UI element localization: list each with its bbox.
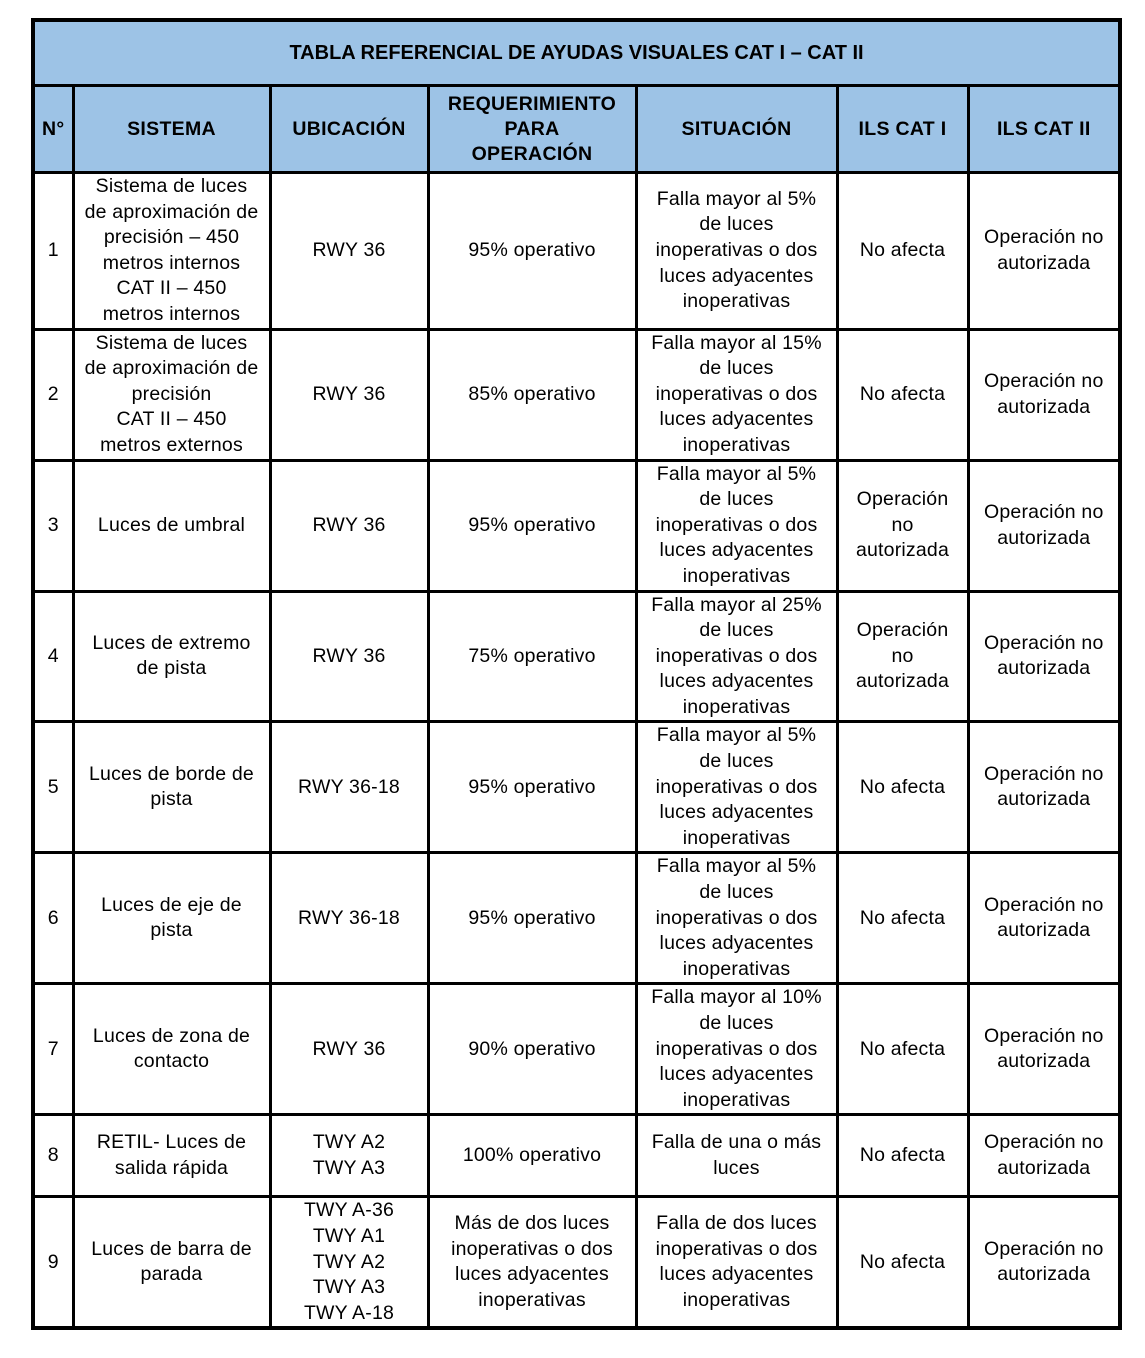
- cell-text-line: de luces: [699, 1012, 774, 1034]
- cell-situacion: [636, 1197, 837, 1328]
- cell-text-line: no: [891, 644, 914, 667]
- column-header-ubicacion: [270, 86, 428, 173]
- cell-requerimiento: [428, 591, 636, 722]
- cell-text-line: No afecta: [859, 775, 946, 798]
- cell-no: 9: [33, 1197, 73, 1328]
- cell-text-line: 75% operativo: [468, 644, 596, 667]
- cell-text-line: Falla mayor al 15%: [651, 331, 822, 354]
- column-header-text: ILS CAT I: [858, 117, 947, 140]
- cell-text-line: autorizada: [997, 788, 1091, 811]
- cell-text-line: TWY A3: [312, 1156, 386, 1179]
- cell-ils-cat2: [968, 984, 1120, 1115]
- column-header-sistema: [73, 86, 270, 173]
- cell-ils-cat2: [968, 853, 1120, 984]
- column-header-text: ILS CAT II: [996, 117, 1091, 140]
- cell-sistema: [73, 173, 270, 330]
- cell-ubicacion: [270, 853, 428, 984]
- cell-text-line: Operación no: [984, 1131, 1104, 1154]
- cell-text-line: Falla mayor al 5%: [656, 187, 817, 210]
- cell-text-line: Falla mayor al 25%: [651, 593, 822, 616]
- column-header-no: [33, 86, 73, 173]
- cell-text-line: inoperativas o dos: [655, 513, 818, 536]
- column-header-text: REQUERIMIENTO: [447, 92, 617, 115]
- cell-requerimiento: [428, 173, 636, 330]
- cell-ils-cat2: [968, 591, 1120, 722]
- cell-text-line: TWY A1: [312, 1224, 386, 1247]
- cell-text-line: inoperativas: [682, 826, 791, 849]
- cell-text-line: Operación: [856, 488, 949, 511]
- cell-sistema: [73, 591, 270, 722]
- table-row: [33, 173, 1120, 330]
- cell-text-line: contacto: [133, 1050, 210, 1073]
- cell-text-line: Operación no: [984, 631, 1104, 654]
- cell-text-line: Operación no: [984, 226, 1104, 249]
- cell-text-line: de luces: [699, 357, 774, 380]
- cell-text-line: Sistema de luces: [95, 175, 248, 197]
- cell-text-line: Operación no: [984, 1237, 1104, 1260]
- cell-sistema: [73, 853, 270, 984]
- column-header-text: N°: [42, 117, 65, 140]
- cell-sistema: [73, 329, 270, 460]
- cell-text-line: de luces: [699, 881, 774, 904]
- cell-text-line: inoperativas o dos: [451, 1237, 613, 1260]
- cell-text-line: luces adyacentes: [659, 670, 814, 693]
- cell-text-line: inoperativas o dos: [655, 382, 818, 405]
- column-header-ils-cat2: [968, 86, 1120, 173]
- cell-ubicacion: [270, 329, 428, 460]
- cell-text-line: TWY A3: [312, 1276, 386, 1299]
- cell-requerimiento: [428, 1115, 636, 1197]
- cell-text-line: Operación no: [984, 1024, 1104, 1047]
- cell-no: 6: [33, 853, 73, 984]
- cell-no: 7: [33, 984, 73, 1115]
- cell-requerimiento: [428, 722, 636, 853]
- cell-text-line: 95% operativo: [468, 238, 596, 261]
- cell-requerimiento: [428, 1197, 636, 1328]
- cell-no: 1: [33, 173, 73, 330]
- cell-ils-cat2: [968, 460, 1120, 591]
- cell-text-line: Sistema de luces: [95, 331, 248, 354]
- cell-text-line: luces adyacentes: [659, 408, 814, 431]
- cell-text-line: 90% operativo: [468, 1037, 596, 1060]
- cell-text-line: inoperativas: [478, 1288, 586, 1311]
- cell-no: 3: [33, 460, 73, 591]
- cell-text-line: de luces: [699, 750, 774, 773]
- cell-ils-cat1: [837, 591, 968, 722]
- cell-text-line: pista: [150, 788, 193, 811]
- cell-situacion: [636, 460, 837, 591]
- cell-text-line: Falla de dos luces: [656, 1212, 817, 1235]
- cell-text-line: inoperativas: [682, 433, 791, 456]
- cell-text-line: No afecta: [859, 906, 946, 929]
- cell-text-line: No afecta: [859, 1037, 946, 1060]
- cell-text-line: Falla mayor al 5%: [656, 724, 817, 747]
- cell-text-line: autorizada: [997, 251, 1091, 274]
- cell-text-line: metros externos: [100, 433, 243, 456]
- cell-text-line: Falla mayor al 5%: [656, 855, 817, 878]
- cell-text-line: RWY 36-18: [298, 906, 400, 929]
- cell-ils-cat1: [837, 460, 968, 591]
- cell-ubicacion: [270, 1115, 428, 1197]
- column-header-situacion: [636, 86, 837, 173]
- cell-ubicacion: [270, 460, 428, 591]
- cell-text-line: RWY 36: [312, 644, 386, 667]
- cell-text-line: 95% operativo: [468, 775, 596, 798]
- cell-text-line: TWY A-18: [303, 1301, 395, 1324]
- visual-aids-reference-table: [31, 18, 1122, 1330]
- cell-text-line: RETIL- Luces de: [96, 1131, 247, 1154]
- cell-text-line: inoperativas: [682, 290, 791, 313]
- cell-text-line: pista: [150, 919, 193, 942]
- cell-ils-cat1: [837, 853, 968, 984]
- column-header-text: UBICACIÓN: [292, 117, 406, 140]
- table-row: [33, 1115, 1120, 1197]
- cell-text-line: de luces: [699, 488, 774, 511]
- cell-sistema: [73, 984, 270, 1115]
- cell-text-line: luces adyacentes: [659, 932, 814, 955]
- cell-text-line: salida rápida: [114, 1156, 229, 1179]
- cell-ils-cat1: [837, 1197, 968, 1328]
- table-row: [33, 460, 1120, 591]
- cell-no: 4: [33, 591, 73, 722]
- cell-text-line: de pista: [136, 657, 207, 680]
- cell-text-line: de luces: [699, 619, 774, 642]
- cell-sistema: [73, 722, 270, 853]
- cell-no: 2: [33, 329, 73, 460]
- cell-sistema: [73, 1197, 270, 1328]
- cell-text-line: autorizada: [855, 539, 950, 562]
- cell-text-line: 95% operativo: [468, 513, 596, 536]
- cell-text-line: luces adyacentes: [659, 1063, 814, 1086]
- cell-text-line: metros internos: [102, 302, 241, 325]
- cell-requerimiento: [428, 853, 636, 984]
- table-row: [33, 984, 1120, 1115]
- cell-ubicacion: [270, 173, 428, 330]
- cell-text-line: inoperativas o dos: [655, 644, 818, 667]
- cell-text-line: luces adyacentes: [659, 264, 814, 287]
- cell-text-line: inoperativas: [682, 1288, 791, 1311]
- cell-text-line: CAT II – 450: [116, 277, 227, 300]
- cell-text-line: Luces de umbral: [97, 513, 246, 536]
- cell-text-line: Más de dos luces: [454, 1212, 610, 1235]
- cell-requerimiento: [428, 984, 636, 1115]
- cell-situacion: [636, 722, 837, 853]
- cell-situacion: [636, 591, 837, 722]
- cell-text-line: 100% operativo: [462, 1144, 602, 1167]
- cell-ils-cat1: [837, 984, 968, 1115]
- cell-text-line: No afecta: [859, 382, 946, 405]
- column-header-text: SISTEMA: [127, 117, 216, 140]
- cell-no: 5: [33, 722, 73, 853]
- column-header-text: OPERACIÓN: [471, 142, 593, 165]
- cell-ils-cat2: [968, 329, 1120, 460]
- cell-text-line: inoperativas: [682, 1088, 791, 1111]
- cell-text-line: inoperativas o dos: [655, 775, 818, 798]
- table-row: [33, 329, 1120, 460]
- cell-text-line: RWY 36: [312, 1037, 386, 1060]
- cell-text-line: Falla mayor al 10%: [651, 986, 822, 1009]
- table-title: TABLA REFERENCIAL DE AYUDAS VISUALES CAT I – CAT II: [33, 20, 1120, 86]
- cell-text-line: Operación no: [984, 762, 1104, 785]
- cell-no: 8: [33, 1115, 73, 1197]
- cell-text-line: RWY 36-18: [298, 775, 400, 798]
- cell-text-line: Luces de zona de: [92, 1024, 251, 1047]
- cell-text-line: Operación no: [984, 893, 1104, 916]
- cell-text-line: inoperativas o dos: [655, 1237, 818, 1260]
- cell-situacion: [636, 984, 837, 1115]
- cell-text-line: autorizada: [997, 657, 1091, 680]
- cell-text-line: autorizada: [997, 526, 1091, 549]
- cell-text-line: inoperativas: [682, 564, 791, 587]
- cell-text-line: Luces de extremo: [92, 631, 251, 654]
- cell-text-line: 85% operativo: [468, 382, 596, 405]
- cell-situacion: [636, 173, 837, 330]
- cell-text-line: autorizada: [997, 1263, 1091, 1286]
- cell-ils-cat1: [837, 329, 968, 460]
- cell-text-line: Luces de eje de: [101, 893, 242, 916]
- cell-text-line: autorizada: [997, 395, 1091, 418]
- cell-text-line: inoperativas o dos: [655, 238, 818, 261]
- column-header-ils-cat1: [837, 86, 968, 173]
- table-row: [33, 1197, 1120, 1328]
- cell-text-line: Luces de barra de: [91, 1237, 252, 1260]
- cell-ubicacion: [270, 591, 428, 722]
- table-row: [33, 853, 1120, 984]
- cell-ils-cat1: [837, 1115, 968, 1197]
- cell-text-line: de luces: [699, 213, 774, 236]
- cell-sistema: [73, 1115, 270, 1197]
- cell-ils-cat1: [837, 722, 968, 853]
- cell-text-line: de aproximación de: [84, 200, 259, 223]
- cell-text-line: no: [891, 513, 914, 536]
- table-row: [33, 722, 1120, 853]
- column-header-row: [33, 86, 1120, 173]
- cell-text-line: Operación: [856, 619, 949, 642]
- cell-text-line: parada: [140, 1263, 203, 1286]
- cell-text-line: Falla de una o más: [651, 1131, 822, 1154]
- cell-text-line: No afecta: [859, 238, 946, 261]
- cell-text-line: Falla mayor al 5%: [656, 462, 817, 485]
- table-row: [33, 591, 1120, 722]
- cell-text-line: CAT II – 450: [116, 408, 227, 431]
- cell-ubicacion: [270, 722, 428, 853]
- cell-text-line: TWY A2: [312, 1131, 386, 1154]
- cell-text-line: autorizada: [997, 1156, 1091, 1179]
- column-header-text: PARA: [504, 117, 560, 140]
- cell-text-line: TWY A-36: [303, 1199, 395, 1222]
- cell-ils-cat1: [837, 173, 968, 330]
- cell-text-line: inoperativas: [682, 957, 791, 980]
- cell-situacion: [636, 1115, 837, 1197]
- cell-text-line: autorizada: [855, 670, 950, 693]
- cell-text-line: RWY 36: [312, 382, 386, 405]
- table-body: [33, 173, 1120, 1329]
- cell-text-line: TWY A2: [312, 1250, 386, 1273]
- cell-ils-cat2: [968, 1197, 1120, 1328]
- cell-text-line: No afecta: [859, 1144, 946, 1167]
- cell-situacion: [636, 853, 837, 984]
- cell-text-line: inoperativas o dos: [655, 1037, 818, 1060]
- cell-text-line: inoperativas o dos: [655, 906, 818, 929]
- column-header-text: SITUACIÓN: [681, 117, 792, 140]
- column-header-requerimiento: [428, 86, 636, 173]
- cell-text-line: luces: [713, 1156, 760, 1179]
- cell-ubicacion: [270, 1197, 428, 1328]
- cell-ils-cat2: [968, 722, 1120, 853]
- cell-text-line: luces adyacentes: [455, 1263, 609, 1286]
- cell-text-line: 95% operativo: [468, 906, 596, 929]
- cell-text-line: Operación no: [984, 500, 1104, 523]
- cell-text-line: RWY 36: [312, 238, 386, 261]
- cell-text-line: luces adyacentes: [659, 539, 814, 562]
- cell-text-line: precisión: [131, 382, 212, 405]
- cell-text-line: RWY 36: [312, 513, 386, 536]
- cell-requerimiento: [428, 329, 636, 460]
- cell-text-line: No afecta: [859, 1250, 946, 1273]
- cell-ils-cat2: [968, 173, 1120, 330]
- cell-text-line: luces adyacentes: [659, 801, 814, 824]
- cell-situacion: [636, 329, 837, 460]
- cell-text-line: metros internos: [102, 251, 241, 274]
- cell-text-line: luces adyacentes: [659, 1263, 814, 1286]
- cell-ubicacion: [270, 984, 428, 1115]
- cell-text-line: autorizada: [997, 919, 1091, 942]
- cell-text-line: autorizada: [997, 1050, 1091, 1073]
- cell-requerimiento: [428, 460, 636, 591]
- cell-text-line: precisión – 450: [103, 226, 240, 249]
- cell-ils-cat2: [968, 1115, 1120, 1197]
- cell-sistema: [73, 460, 270, 591]
- cell-text-line: inoperativas: [682, 695, 791, 718]
- cell-text-line: de aproximación de: [84, 357, 259, 380]
- cell-text-line: Luces de borde de: [89, 762, 254, 785]
- cell-text-line: Operación no: [984, 369, 1104, 392]
